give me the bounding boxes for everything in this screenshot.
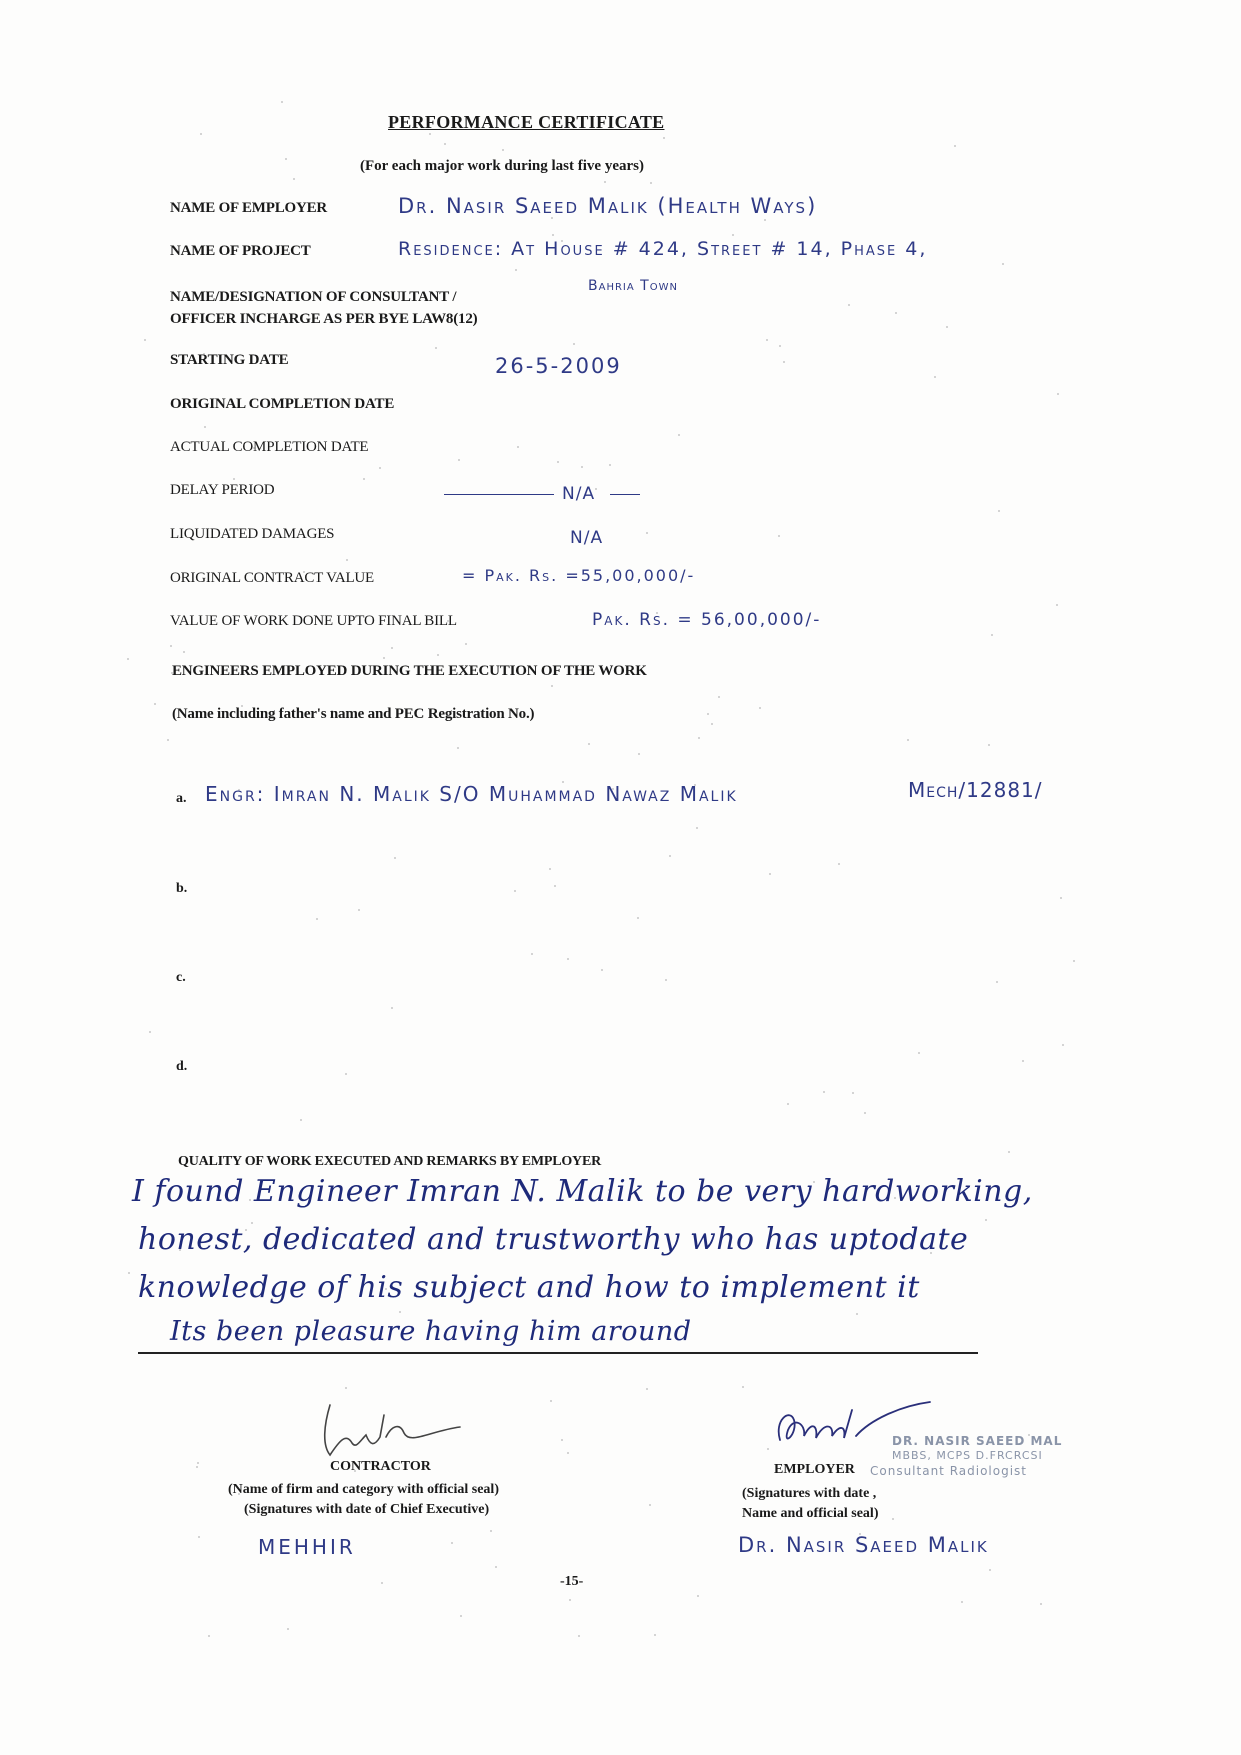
scan-speck xyxy=(514,890,516,892)
page-subtitle: (For each major work during last five years) xyxy=(360,158,644,174)
liquidated-damages-label: LIQUIDATED DAMAGES xyxy=(170,526,335,542)
actual-completion-label: ACTUAL COMPLETION DATE xyxy=(170,439,369,455)
scan-speck xyxy=(946,326,948,328)
employer-note-2: Name and official seal) xyxy=(742,1506,879,1521)
scan-speck xyxy=(707,713,709,715)
scan-speck xyxy=(460,1615,462,1617)
contractor-name: MEHHIR xyxy=(258,1535,356,1559)
scan-speck xyxy=(444,143,446,145)
scan-speck xyxy=(465,643,467,645)
delay-period-label: DELAY PERIOD xyxy=(170,482,275,498)
scan-speck xyxy=(864,1112,866,1114)
scan-speck xyxy=(197,1462,199,1464)
scan-speck xyxy=(1040,1603,1042,1605)
scan-speck xyxy=(732,234,734,236)
scan-speck xyxy=(495,1566,497,1568)
contractor-signature xyxy=(300,1385,470,1465)
scan-speck xyxy=(391,647,393,649)
employer-title: EMPLOYER xyxy=(774,1462,855,1477)
scan-speck xyxy=(200,133,202,135)
scan-speck xyxy=(1062,1044,1064,1046)
employer-value: Dr. Nasir Saeed Malik (Health Ways) xyxy=(398,194,818,218)
scan-speck xyxy=(567,958,569,960)
engineer-marker-a: a. xyxy=(176,791,187,806)
start-date-label: STARTING DATE xyxy=(170,352,289,368)
consultant-label-1: NAME/DESIGNATION OF CONSULTANT / xyxy=(170,289,457,305)
scan-speck xyxy=(604,181,606,183)
final-bill-value: Pak. Rs. = 56,00,000/- xyxy=(592,610,822,630)
scan-speck xyxy=(1056,604,1058,606)
scan-speck xyxy=(764,219,766,221)
final-bill-label: VALUE OF WORK DONE UPTO FINAL BILL xyxy=(170,613,457,629)
scan-speck xyxy=(1008,1151,1010,1153)
scan-speck xyxy=(183,651,185,653)
scan-speck xyxy=(204,426,206,428)
scan-speck xyxy=(144,339,146,341)
scan-speck xyxy=(907,739,909,741)
scan-speck xyxy=(435,347,437,349)
scan-speck xyxy=(300,1119,302,1121)
scan-speck xyxy=(573,343,575,345)
project-value: Residence: At House # 424, Street # 14, Phase 4, xyxy=(398,238,928,260)
delay-dash xyxy=(444,494,554,495)
scan-speck xyxy=(852,1092,854,1094)
scan-speck xyxy=(551,685,553,687)
scan-speck xyxy=(394,857,396,859)
page-number: -15- xyxy=(560,1574,584,1589)
scan-speck xyxy=(654,1634,656,1636)
project-value-2: Bahria Town xyxy=(588,278,678,294)
scan-speck xyxy=(996,981,998,983)
scan-speck xyxy=(149,1031,151,1033)
employer-label: NAME OF EMPLOYER xyxy=(170,200,328,216)
scan-speck xyxy=(490,1530,492,1532)
scan-speck xyxy=(638,753,640,755)
scan-speck xyxy=(581,466,583,468)
scan-speck xyxy=(778,535,780,537)
engineer-marker-c: c. xyxy=(176,970,186,985)
original-completion-label: ORIGINAL COMPLETION DATE xyxy=(170,396,395,412)
scan-speck xyxy=(549,868,551,870)
scan-speck xyxy=(989,1569,991,1571)
scan-speck xyxy=(669,855,671,857)
delay-period-value: N/A xyxy=(562,484,596,504)
scan-speck xyxy=(458,459,460,461)
scan-speck xyxy=(196,1466,198,1468)
remarks-underline xyxy=(138,1352,978,1354)
consultant-label-2: OFFICER INCHARGE AS PER BYE LAW8(12) xyxy=(170,311,478,327)
stamp-line-3: Consultant Radiologist xyxy=(870,1464,1028,1478)
start-date-value: 26-5-2009 xyxy=(495,354,622,378)
engineer-a-registration: Mech/12881/ xyxy=(908,778,1043,802)
scan-speck xyxy=(779,345,781,347)
scan-speck xyxy=(718,696,720,698)
scan-speck xyxy=(233,478,235,480)
scan-speck xyxy=(457,747,459,749)
scan-speck xyxy=(569,1599,571,1601)
scan-speck xyxy=(293,178,295,180)
scan-speck xyxy=(934,376,936,378)
scan-speck xyxy=(663,137,665,139)
scan-speck xyxy=(287,1628,289,1630)
scan-speck xyxy=(954,145,956,147)
scan-speck xyxy=(281,101,283,103)
contract-value-label: ORIGINAL CONTRACT VALUE xyxy=(170,570,375,586)
scan-speck xyxy=(379,467,381,469)
delay-dash-right xyxy=(610,494,640,495)
scan-speck xyxy=(502,149,504,151)
stamp-line-1: DR. NASIR SAEED MAL xyxy=(892,1434,1063,1448)
scan-speck xyxy=(848,304,850,306)
contractor-note-2: (Signatures with date of Chief Executive) xyxy=(244,1502,490,1517)
scan-speck xyxy=(665,979,667,981)
remarks-line-4: Its been pleasure having him around xyxy=(170,1316,692,1347)
scan-speck xyxy=(346,559,348,561)
scan-speck xyxy=(557,461,559,463)
engineer-a-name: Engr: Imran N. Malik S/O Muhammad Nawaz Malik xyxy=(205,782,738,806)
scan-speck xyxy=(595,488,597,490)
contractor-title: CONTRACTOR xyxy=(330,1459,431,1474)
engineer-marker-d: d. xyxy=(176,1059,188,1074)
scan-speck xyxy=(429,133,431,135)
employer-note-1: (Signatures with date , xyxy=(742,1486,877,1501)
scan-speck xyxy=(918,1052,920,1054)
scan-speck xyxy=(1057,393,1059,395)
scan-speck xyxy=(961,1601,963,1603)
scan-speck xyxy=(515,269,517,271)
scan-speck xyxy=(856,1313,858,1315)
scan-speck xyxy=(646,1388,648,1390)
scan-speck xyxy=(550,1400,552,1402)
scan-speck xyxy=(650,182,652,184)
scan-speck xyxy=(285,158,287,160)
scan-speck xyxy=(1060,897,1062,899)
scan-speck xyxy=(567,1452,569,1454)
stamp-line-2: MBBS, MCPS D.FRCRCSI xyxy=(892,1449,1043,1462)
scan-speck xyxy=(170,645,172,647)
scan-speck xyxy=(552,234,554,236)
scan-speck xyxy=(892,1518,894,1520)
scan-speck xyxy=(649,1504,651,1506)
remarks-line-2: honest, dedicated and trustworthy who has uptodate xyxy=(138,1222,969,1257)
scan-speck xyxy=(1073,960,1075,962)
scan-speck xyxy=(391,1007,393,1009)
scan-speck xyxy=(823,1091,825,1093)
scan-speck xyxy=(167,739,169,741)
scan-speck xyxy=(399,1311,401,1313)
scan-speck xyxy=(601,969,603,971)
scan-speck xyxy=(988,744,990,746)
remarks-line-3: knowledge of his subject and how to implement it xyxy=(138,1270,920,1305)
scan-speck xyxy=(998,510,1000,512)
scan-speck xyxy=(696,827,698,829)
scan-speck xyxy=(766,339,768,341)
remarks-label: QUALITY OF WORK EXECUTED AND REMARKS BY EMPLOYER xyxy=(178,1154,602,1169)
scan-speck xyxy=(711,723,713,725)
remarks-line-1: I found Engineer Imran N. Malik to be very hardworking, xyxy=(132,1174,1033,1209)
engineers-label: ENGINEERS EMPLOYED DURING THE EXECUTION OF THE WORK xyxy=(172,663,647,679)
scan-speck xyxy=(895,312,897,314)
scan-speck xyxy=(769,873,771,875)
scan-speck xyxy=(991,634,993,636)
scan-speck xyxy=(742,1386,744,1388)
scan-speck xyxy=(578,1635,580,1637)
scan-speck xyxy=(358,909,360,911)
scan-speck xyxy=(345,1073,347,1075)
scan-speck xyxy=(787,1103,789,1105)
scan-speck xyxy=(127,658,129,660)
scan-speck xyxy=(363,478,365,480)
project-label: NAME OF PROJECT xyxy=(170,243,311,259)
scan-speck xyxy=(697,1595,699,1597)
engineer-marker-b: b. xyxy=(176,881,188,896)
liquidated-damages-value: N/A xyxy=(570,528,604,548)
scan-speck xyxy=(554,885,556,887)
scan-speck xyxy=(637,917,639,919)
scan-speck xyxy=(609,464,611,466)
scan-speck xyxy=(759,707,761,709)
scan-speck xyxy=(588,743,590,745)
scan-speck xyxy=(561,1439,563,1441)
contract-value: = Pak. Rs. =55,00,000/- xyxy=(462,566,696,585)
scan-speck xyxy=(383,657,385,659)
employer-name: Dr. Nasir Saeed Malik xyxy=(738,1533,989,1557)
scan-speck xyxy=(316,918,318,920)
scan-speck xyxy=(783,361,785,363)
scan-speck xyxy=(838,863,840,865)
scan-speck xyxy=(128,1272,130,1274)
scan-speck xyxy=(208,1635,210,1637)
scan-speck xyxy=(698,737,700,739)
scan-speck xyxy=(154,703,156,705)
page-title: PERFORMANCE CERTIFICATE xyxy=(388,112,665,132)
scan-speck xyxy=(678,434,680,436)
scan-speck xyxy=(437,654,439,656)
contractor-note-1: (Name of firm and category with official seal) xyxy=(228,1482,499,1497)
scan-speck xyxy=(1002,263,1004,265)
scan-speck xyxy=(646,532,648,534)
scan-speck xyxy=(985,1219,987,1221)
scan-speck xyxy=(531,953,533,955)
engineers-note: (Name including father's name and PEC Registration No.) xyxy=(172,706,535,722)
scan-speck xyxy=(381,1582,383,1584)
scan-speck xyxy=(451,1542,453,1544)
scan-speck xyxy=(1022,1060,1024,1062)
scan-speck xyxy=(198,1536,200,1538)
scan-speck xyxy=(517,446,519,448)
